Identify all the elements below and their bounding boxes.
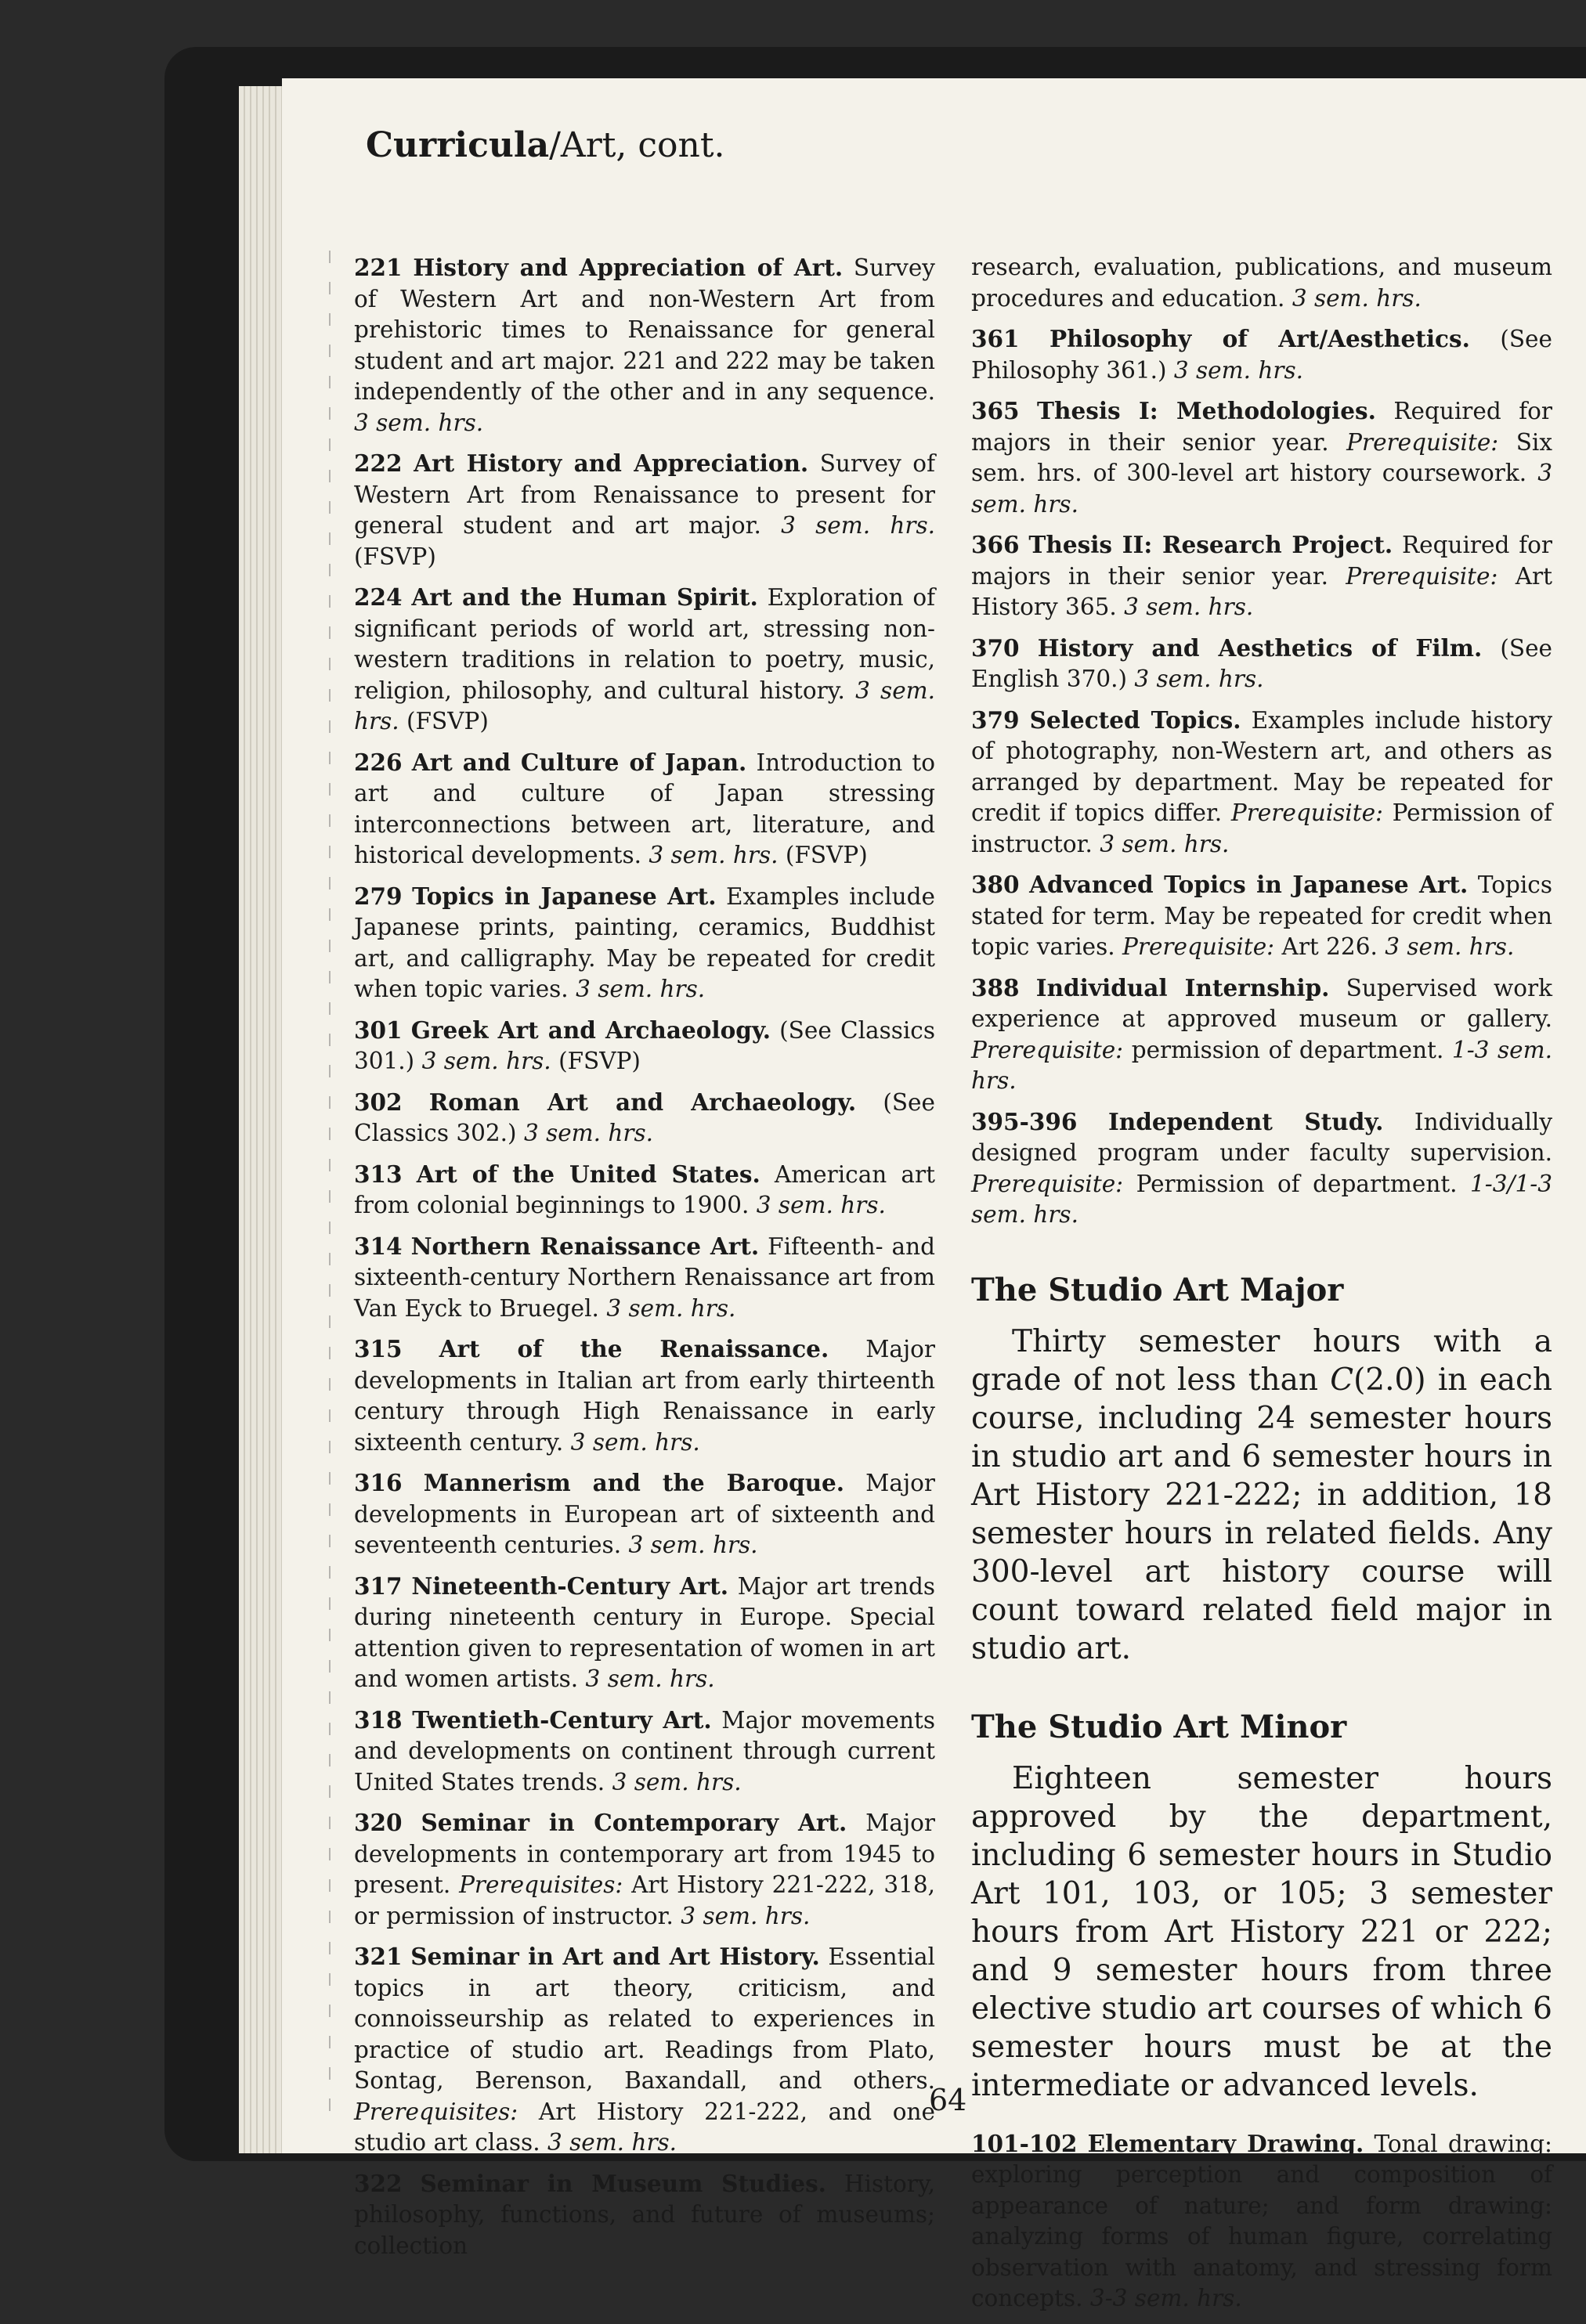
course-description: (See Classics 301.): [354, 1016, 935, 1074]
course-entry: [354, 881, 935, 1005]
course-title: Individual Internship.: [1035, 973, 1330, 1001]
course-note: (FSVP): [785, 842, 868, 868]
course-prereq-label: Prerequisite:: [1230, 799, 1383, 826]
course-hours: 3 sem. hrs.: [971, 460, 1552, 518]
course-description: Fifteenth- and sixteenth-century Northern Renaissance art from Van Eyck to Bruegel.: [354, 1232, 935, 1322]
course-hours: 3 sem. hrs.: [628, 1532, 758, 1558]
course-code: 315: [354, 1335, 403, 1362]
course-prereq: Permission of instructor.: [971, 799, 1552, 857]
course-hours: 3 sem. hrs.: [1134, 666, 1264, 692]
studio-major-title: The Studio Art Major: [971, 1271, 1344, 1308]
course-code: 224: [354, 583, 403, 611]
course-title: Mannerism and the Baroque.: [423, 1469, 845, 1496]
course-title: History and Appreciation of Art.: [413, 254, 844, 281]
course-code: 317: [354, 1572, 403, 1600]
right-column: [971, 252, 1552, 2324]
drawing-course-code: 101-102: [971, 2129, 1078, 2157]
course-title: Thesis I: Methodologies.: [1037, 397, 1376, 424]
course-description: (See English 370.): [971, 634, 1552, 692]
course-title: Nineteenth-Century Art.: [411, 1572, 729, 1600]
course-description: Individually designed program under faculty supervision.: [971, 1108, 1552, 1166]
course-title: Independent Study.: [1107, 1107, 1384, 1135]
course-hours: 3 sem. hrs.: [354, 409, 484, 436]
studio-minor-title: The Studio Art Minor: [971, 1708, 1347, 1745]
course-entry: [354, 1087, 935, 1149]
course-code: 314: [354, 1232, 403, 1260]
header-section: Curricula: [366, 125, 550, 165]
course-title: Philosophy of Art/Aesthetics.: [1050, 325, 1470, 352]
course-entry: [971, 323, 1552, 386]
course-entry: [354, 448, 935, 572]
course-description: Major developments in European art of sixteenth and seventeenth centuries.: [354, 1470, 935, 1558]
course-description: Survey of Western Art from Renaissance to present for general student and art major.: [354, 450, 935, 539]
course-code: 388: [971, 973, 1020, 1001]
course-title: History and Aesthetics of Film.: [1037, 633, 1483, 662]
course-prereq-label: Prerequisites:: [354, 2098, 518, 2125]
course-description: Major movements and developments on continent through current United States trends.: [354, 1706, 935, 1795]
course-code: 302: [354, 1088, 403, 1116]
course-title: Northern Renaissance Art.: [410, 1232, 760, 1260]
course-hours: 3 sem. hrs.: [585, 1665, 715, 1692]
drawing-course-hours: 3-3 sem. hrs.: [1089, 2285, 1242, 2311]
course-prereq: Art History 221-222, and one studio art class.: [354, 2098, 935, 2156]
drawing-course-title: Elementary Drawing.: [1087, 2129, 1364, 2157]
page-header: [366, 125, 725, 165]
course-hours: 3 sem. hrs.: [756, 1192, 886, 1218]
course-prereq: Art History 221-222, 318, or permission of instructor.: [354, 1871, 935, 1929]
course-note: (FSVP): [406, 708, 489, 734]
course-code: 316: [354, 1469, 403, 1496]
course-hours: 3 sem. hrs.: [1292, 284, 1422, 312]
course-description: Introduction to art and culture of Japan stressing interconnections between art, literature, and historical developments.: [354, 749, 935, 868]
course-hours: 3 sem. hrs.: [576, 976, 706, 1002]
course-description: Essential topics in art theory, criticism, and connoisseurship as related to experiences in practice of studio art. Readings from Plato, Sontag, Berenson, Baxandall, and others.: [354, 1943, 935, 2094]
course-code: 318: [354, 1705, 403, 1734]
course-code: 279: [354, 882, 403, 910]
course-entry: [971, 395, 1552, 520]
course-description: Examples include history of photography, non-Western art, and others as arranged by department. May be repeated for credit if topics differ.: [971, 706, 1552, 826]
course-hours: 3 sem. hrs.: [421, 1048, 551, 1074]
course-note: (FSVP): [354, 543, 436, 570]
course-hours: 3 sem. hrs.: [523, 1120, 654, 1146]
left-column: [354, 252, 935, 2271]
course-title: Twentieth-Century Art.: [412, 1705, 712, 1734]
course-entry: [971, 973, 1552, 1097]
studio-major-text-after: (2.0) in each course, including 24 semester hours in studio art and 6 semester hours in Art History 221-222; in addition, 18 semester hours in related fields. Any 300-level art history course will count toward related field major in studio art.: [971, 1362, 1552, 1666]
course-code: 379: [971, 706, 1020, 734]
course-prereq-label: Prerequisite:: [1346, 562, 1498, 590]
course-prereq: Art 226.: [1281, 933, 1378, 960]
course-entry: [971, 2128, 1552, 2315]
drawing-course: [971, 2128, 1552, 2315]
course-code: 380: [971, 871, 1020, 898]
course-prereq: Six sem. hrs. of 300-level art history coursework.: [971, 428, 1552, 486]
course-entry: [971, 1106, 1552, 1231]
course-entry: [354, 747, 935, 872]
course-description: Required for majors in their senior year.: [971, 532, 1552, 590]
course-hours: 3 sem. hrs.: [1173, 356, 1303, 384]
course-entry: [354, 1941, 935, 2159]
course-title: Greek Art and Archaeology.: [410, 1016, 771, 1044]
page-edges: [239, 86, 286, 2153]
course-hours: 3 sem. hrs.: [1100, 830, 1230, 857]
course-prereq-label: Prerequisites:: [459, 1871, 623, 1898]
course-title: Art History and Appreciation.: [414, 449, 809, 477]
course-description: research, evaluation, publications, and museum procedures and education.: [971, 254, 1552, 312]
course-entry: [354, 2168, 935, 2262]
course-code: 321: [354, 1943, 403, 1970]
course-title: Selected Topics.: [1029, 706, 1241, 734]
course-hours: 1-3 sem. hrs.: [971, 1036, 1552, 1094]
course-hours: 3 sem. hrs.: [547, 2129, 677, 2156]
course-description: Required for majors in their senior year.: [971, 398, 1552, 456]
course-prereq-label: Prerequisite:: [1122, 933, 1275, 960]
header-rest: /Art, cont.: [549, 125, 725, 165]
course-entry: [354, 582, 935, 738]
course-entry: [354, 1467, 935, 1561]
course-title: Seminar in Museum Studies.: [420, 2169, 826, 2197]
course-entry: [354, 1807, 935, 1932]
course-prereq: Permission of department.: [1136, 1170, 1458, 1197]
course-hours: 3 sem. hrs.: [648, 842, 779, 868]
course-hours: 3 sem. hrs.: [612, 1768, 742, 1795]
course-description: Survey of Western Art and non-Western Art from prehistoric times to Renaissance for general student and art major. 221 and 222 may be taken independently of the other and in any sequence.: [354, 254, 935, 405]
studio-major-text-before: Thirty semester hours with a grade of not less than: [971, 1323, 1552, 1398]
course-title: Thesis II: Research Project.: [1028, 531, 1393, 558]
studio-major-text: [971, 1323, 1552, 1668]
course-code: 226: [354, 748, 403, 776]
course-description: Major developments in Italian art from early thirteenth century through High Renaissance in early sixteenth century.: [354, 1336, 935, 1456]
course-title: Art of the United States.: [416, 1160, 760, 1188]
studio-major-grade: C: [1330, 1362, 1354, 1398]
margin-ruling: [329, 251, 331, 2114]
course-code: 395-396: [971, 1107, 1078, 1135]
course-title: Art of the Renaissance.: [439, 1335, 829, 1362]
course-title: Seminar in Contemporary Art.: [421, 1809, 847, 1836]
course-description: American art from colonial beginnings to 1900.: [354, 1160, 935, 1218]
course-hours: 3 sem. hrs.: [606, 1294, 736, 1322]
course-prereq: permission of department.: [1131, 1036, 1444, 1063]
course-code: 221: [354, 254, 403, 281]
course-description: Major developments in contemporary art from 1945 to present.: [354, 1810, 935, 1898]
drawing-course-description: Tonal drawing: exploring perception and composition of appearance of nature; and form drawing: analyzing forms of human figure, correlating observation with anatomy, and stressing form concepts.: [971, 2130, 1552, 2311]
course-entry: [354, 1571, 935, 1695]
course-entry: [971, 869, 1552, 963]
course-description: Supervised work experience at approved museum or gallery.: [971, 974, 1552, 1032]
course-entry: [354, 1333, 935, 1458]
course-entry: [971, 252, 1552, 314]
course-title: Topics in Japanese Art.: [412, 882, 717, 910]
course-entry: [971, 633, 1552, 695]
course-entry: [354, 1159, 935, 1222]
course-title: Advanced Topics in Japanese Art.: [1029, 871, 1469, 898]
course-entry: [354, 1705, 935, 1799]
course-title: Seminar in Art and Art History.: [410, 1943, 820, 1970]
course-title: Art and Culture of Japan.: [411, 748, 747, 776]
course-code: 313: [354, 1160, 403, 1188]
course-prereq-label: Prerequisite:: [971, 1170, 1124, 1197]
course-title: Roman Art and Archaeology.: [428, 1088, 857, 1116]
course-prereq-label: Prerequisite:: [1346, 428, 1499, 456]
course-code: 361: [971, 325, 1020, 352]
course-code: 370: [971, 633, 1020, 662]
course-code: 366: [971, 531, 1020, 558]
course-hours: 3 sem. hrs.: [570, 1428, 700, 1456]
studio-minor-text: Eighteen semester hours approved by the department, including 6 semester hours in Studio Art 101, 103, or 105; 3 semester hours from Art History 221 or 222; and 9 semester hours from three elective studio art courses of which 6 semester hours must be at the intermediate or advanced levels.: [971, 1760, 1552, 2103]
course-entry: [971, 705, 1552, 861]
course-description: History, philosophy, functions, and future of museums; collection: [354, 2170, 935, 2259]
course-prereq: Art History 365.: [971, 562, 1552, 620]
course-description: (See Philosophy 361.): [971, 326, 1552, 384]
course-hours: 3 sem. hrs.: [354, 677, 935, 734]
course-hours: 1-3/1-3 sem. hrs.: [971, 1170, 1552, 1228]
course-code: 365: [971, 397, 1020, 424]
course-hours: 3 sem. hrs.: [681, 1902, 811, 1929]
course-hours: 3 sem. hrs.: [781, 512, 935, 539]
course-description: (See Classics 302.): [354, 1088, 935, 1146]
course-code: 222: [354, 449, 403, 477]
course-description: Major art trends during nineteenth century in Europe. Special attention given to representation of women in art and women artists.: [354, 1572, 935, 1692]
course-prereq-label: Prerequisite:: [971, 1036, 1124, 1063]
course-code: 301: [354, 1016, 403, 1044]
course-entry: [354, 252, 935, 438]
course-title: Art and the Human Spirit.: [411, 583, 758, 611]
course-hours: 3 sem. hrs.: [1124, 594, 1254, 620]
course-code: 320: [354, 1809, 403, 1836]
course-code: 322: [354, 2169, 403, 2197]
page-number: 64: [929, 2083, 967, 2117]
course-entry: [971, 529, 1552, 623]
course-description: Topics stated for term. May be repeated for credit when topic varies.: [971, 872, 1552, 960]
course-hours: 3 sem. hrs.: [1385, 933, 1515, 960]
course-description: Exploration of significant periods of world art, stressing non-western traditions in relation to poetry, music, religion, philosophy, and cultural history.: [354, 584, 935, 704]
right-course-list: [971, 252, 1552, 1231]
course-note: (FSVP): [558, 1048, 641, 1074]
course-entry: [354, 1015, 935, 1077]
course-entry: [354, 1231, 935, 1325]
course-description: Examples include Japanese prints, painting, ceramics, Buddhist art, and calligraphy. May be repeated for credit when topic varies.: [354, 882, 935, 1002]
